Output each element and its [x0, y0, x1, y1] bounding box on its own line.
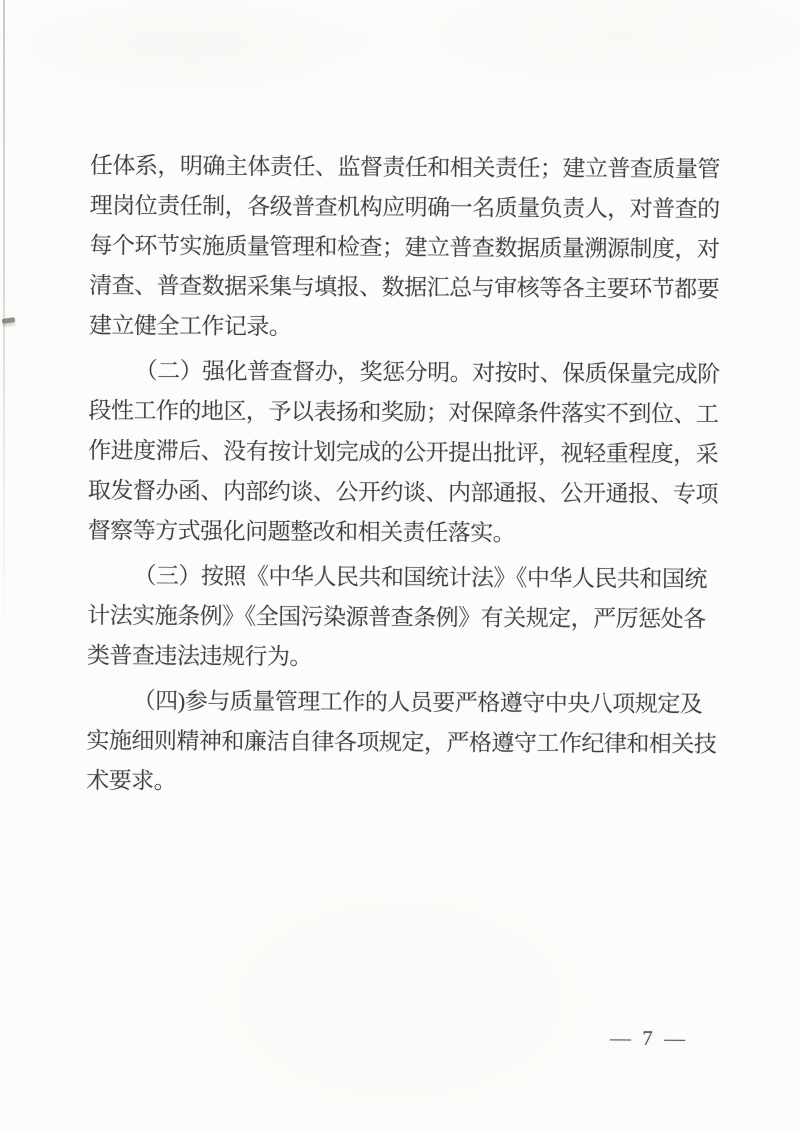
scan-smudge-artifact — [2, 317, 16, 324]
text-line: 段性工作的地区，予以表扬和奖励；对保障条件落实不到位、工 — [88, 397, 719, 427]
text-line: 任体系，明确主体责任、监督责任和相关责任；建立普查质量管 — [89, 152, 720, 182]
text-line: 理岗位责任制，各级普查机构应明确一名质量负责人，对普查的 — [89, 192, 720, 222]
text-line: 类普查违法违规行为。 — [86, 642, 312, 670]
text-line: （三）按照《中华人民共和国统计法》《中华人民共和国统 — [133, 563, 707, 592]
document-body — [86, 146, 722, 805]
text-line: 术要求。 — [86, 767, 177, 794]
paragraph-item-2 — [88, 351, 721, 555]
paragraph-item-4 — [86, 681, 719, 805]
text-line: 计法实施条例》《全国污染源普查条例》有关规定，严厉惩处各 — [87, 602, 706, 632]
text-line: 清查、普查数据采集与填报、数据汇总与审核等各主要环节都要 — [89, 272, 720, 302]
text-line: 建立健全工作记录。 — [88, 312, 292, 340]
paragraph-item-3 — [87, 556, 720, 680]
text-line: 督察等方式强化问题整改和相关责任落实。 — [87, 517, 516, 546]
page-number: — 7 — — [609, 1025, 689, 1051]
text-line: 作进度滞后、没有按计划完成的公开提出批评，视轻重程度，采 — [88, 437, 719, 467]
text-line: 实施细则精神和廉洁自律各项规定，严格遵守工作纪律和相关技 — [86, 727, 717, 757]
text-line: （二）强化普查督办，奖惩分明。对按时、保质保量完成阶 — [134, 358, 720, 387]
text-line: （四)参与质量管理工作的人员要严格遵守中央八项规定及 — [132, 688, 703, 717]
text-line: 取发督办函、内部约谈、公开约谈、内部通报、公开通报、专项 — [87, 477, 718, 507]
paragraph-continuation — [89, 146, 722, 350]
text-line: 每个环节实施质量管理和检查；建立普查数据质量溯源制度，对 — [89, 232, 720, 262]
